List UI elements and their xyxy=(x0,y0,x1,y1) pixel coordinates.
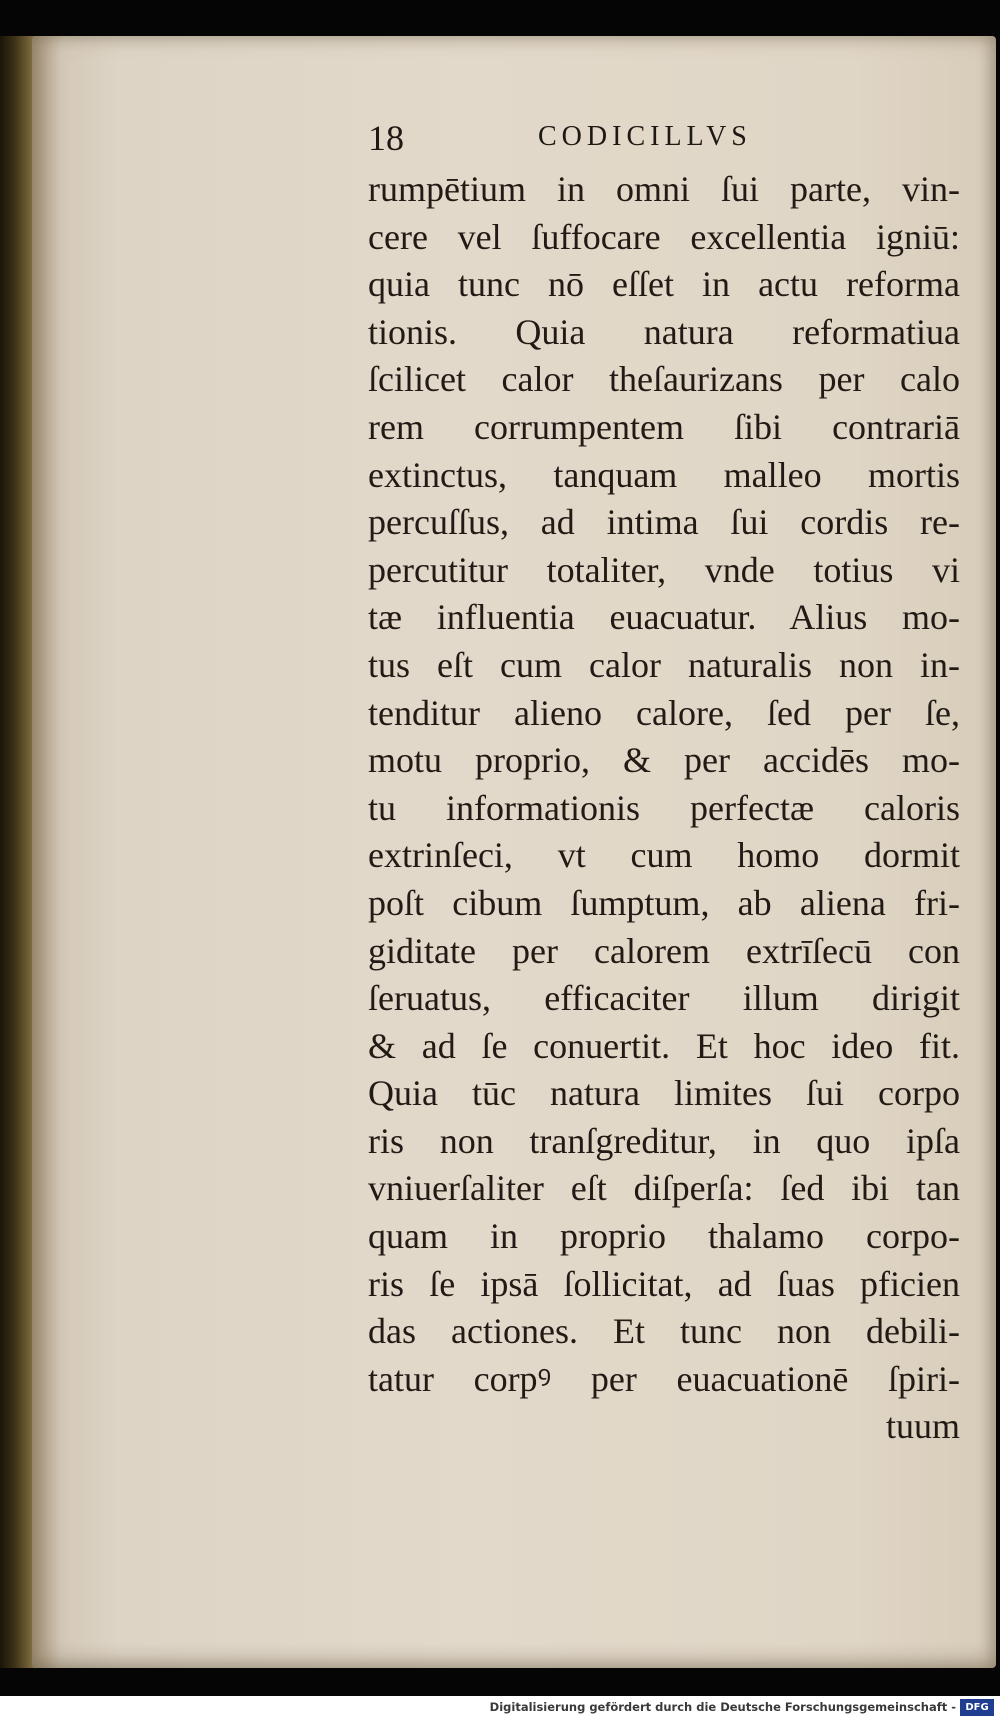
text-line: extrinſeci, vt cum homo dormit xyxy=(368,835,960,876)
text-line: poſt cibum ſumptum, ab aliena fri- xyxy=(368,882,960,923)
body-text xyxy=(368,166,960,1451)
running-title: CODICILLVS xyxy=(538,121,752,152)
text-line: quam in proprio thalamo corpo- xyxy=(368,1216,960,1257)
book-spine-edge xyxy=(0,36,36,1668)
text-line: tus eſt cum calor naturalis non in- xyxy=(368,644,960,685)
text-line: giditate per calorem extrīſecū con xyxy=(368,930,960,971)
digitization-footer xyxy=(0,1696,1000,1721)
text-line: & ad ſe conuertit. Et hoc ideo fit. xyxy=(368,1025,960,1066)
text-line: Quia tūc natura limites ſui corpo xyxy=(368,1073,960,1114)
text-line: rem corrumpentem ſibi contrariā xyxy=(368,406,960,447)
text-line: ſcilicet calor theſaurizans per calo xyxy=(368,359,960,400)
text-line: ris non tranſgreditur, in quo ipſa xyxy=(368,1120,960,1161)
text-line: vniuerſaliter eſt diſperſa: ſed ibi tan xyxy=(368,1168,960,1209)
text-line: quia tunc nō eſſet in actu reforma xyxy=(368,264,960,305)
page-header xyxy=(368,118,788,162)
text-line: ſeruatus, efficaciter illum dirigit xyxy=(368,978,960,1019)
text-line: tatur corpꝰ per euacuationē ſpiri- xyxy=(368,1358,960,1399)
text-line: rumpētium in omni ſui parte, vin- xyxy=(368,169,960,209)
text-line: tu informationis perfectæ caloris xyxy=(368,787,960,828)
text-line: cere vel ſuffocare excellentia igniū: xyxy=(368,216,960,257)
text-line: tæ influentia euacuatur. Alius mo- xyxy=(368,597,960,638)
text-line: motu proprio, & per accidēs mo- xyxy=(368,740,960,781)
catchword: tuum xyxy=(885,1406,960,1447)
text-line: percutitur totaliter, vnde totius vi xyxy=(368,549,960,590)
text-line: percuſſus, ad intima ſui cordis re- xyxy=(368,502,960,543)
text-line: das actiones. Et tunc non debili- xyxy=(368,1311,960,1352)
text-line: tionis. Quia natura reformatiua xyxy=(368,311,960,352)
funding-note: Digitalisierung gefördert durch die Deutsche Forschungsgemeinschaft - xyxy=(489,1700,956,1714)
text-line: ris ſe ipsā ſollicitat, ad ſuas pficien xyxy=(368,1263,960,1304)
text-line: tenditur alieno calore, ſed per ſe, xyxy=(368,692,960,733)
dfg-logo: DFG xyxy=(960,1699,994,1716)
text-line: extinctus, tanquam malleo mortis xyxy=(368,454,960,495)
page-number: 18 xyxy=(368,118,404,158)
